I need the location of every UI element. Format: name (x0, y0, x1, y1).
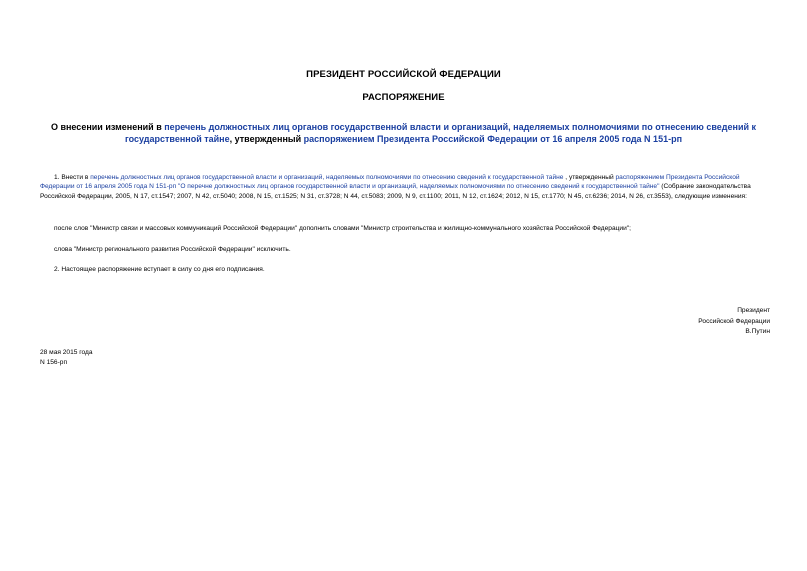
title-link-list[interactable]: перечень должностных лиц органов государственной власти и организаций, наделяемых полномочиями по отнесению сведений к государственной тайне (124, 122, 757, 144)
p1-prefix: 1. Внести в (54, 174, 91, 181)
signature-country: Российской Федерации (698, 317, 770, 325)
issuer-heading: ПРЕЗИДЕНТ РОССИЙСКОЙ ФЕДЕРАЦИИ (306, 69, 501, 80)
title-middle: , утвержденный (229, 134, 304, 144)
p1-link-list[interactable]: перечень должностных лиц органов государственной власти и организаций, наделяемых полномочиями по отнесению сведений к государственной тайне (90, 174, 564, 181)
signature-title: Президент (737, 307, 770, 314)
paragraph-1 (40, 173, 770, 201)
paragraph-2: после слов "Министр связи и массовых коммуникаций Российской Федерации" дополнить словами "Министр строительства и жилищно-коммунального хозяйства Российской Федерации"; (54, 225, 631, 232)
p1-link-order[interactable]: распоряжением Президента Российской Федерации от 16 апреля 2005 года N 151-рп "О перечне должностных лиц органов государственной власти и организаций, наделяемых полномочиями по отнесению сведений к государственной тайне" (40, 174, 740, 191)
document-title (40, 121, 767, 145)
paragraph-3: слова "Министр регионального развития Российской Федерации" исключить. (54, 246, 291, 253)
signature-block (698, 306, 770, 338)
signature-name: В.Путин (745, 328, 770, 335)
p1-mid: , утвержденный (563, 174, 616, 181)
date-number-block (40, 348, 93, 368)
title-prefix: О внесении изменений в (50, 122, 165, 132)
document-date: 28 мая 2015 года (40, 349, 93, 356)
p1-suffix: (Собрание законодательства Российской Федерации, 2005, N 17, ст.1547; 2007, N 42, ст.5040; 2008, N 15, ст.1525; N 31, ст.3728; N 44, ст.5083; 2009, N 9, ст.1100; 2011, N 12, ст.1624; 2012, N 15, ст.1770; N 45, ст.6236; 2014, N 26, ст.3553), следующие изменения: (40, 183, 751, 200)
document-number: N 156-рп (40, 359, 68, 366)
title-link-order[interactable]: распоряжением Президента Российской Федерации от 16 апреля 2005 года N 151-рп (303, 134, 683, 144)
document-type-heading: РАСПОРЯЖЕНИЕ (362, 92, 445, 103)
paragraph-4: 2. Настоящее распоряжение вступает в силу со дня его подписания. (54, 266, 265, 273)
